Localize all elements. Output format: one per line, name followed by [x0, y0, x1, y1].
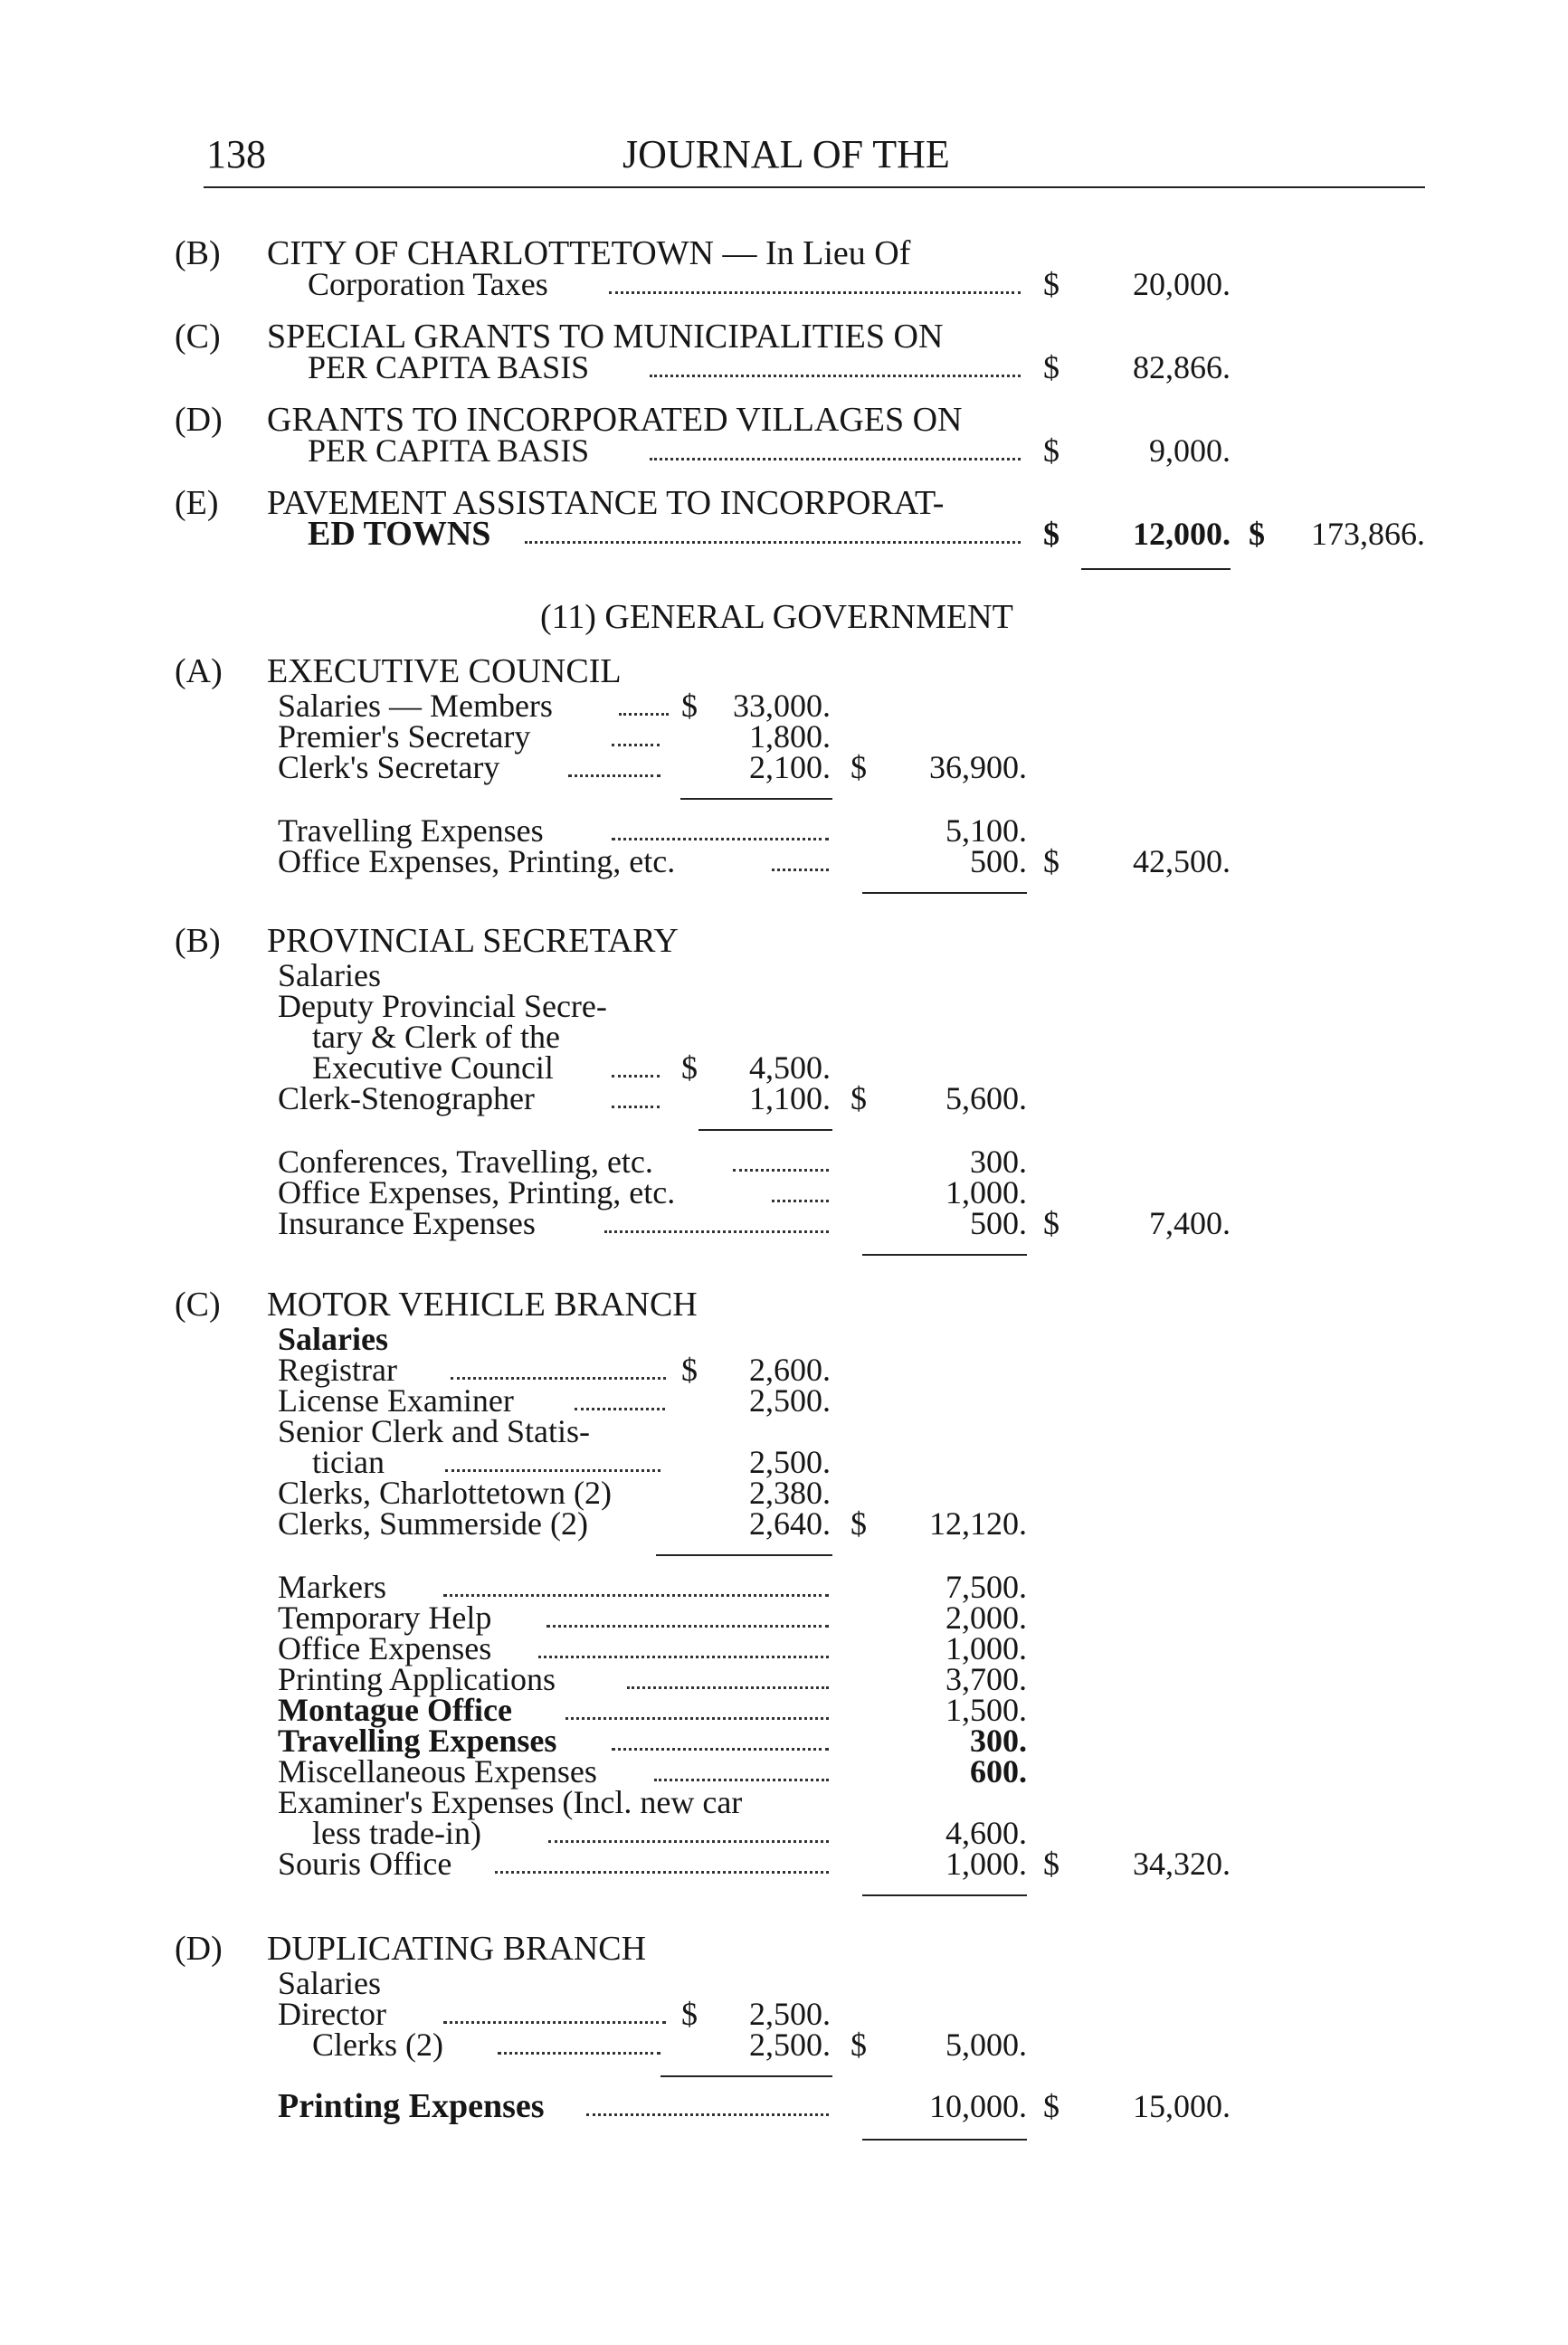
dot-leader: [604, 1230, 829, 1233]
dot-leader: [609, 291, 1021, 294]
header-rule: [204, 186, 1425, 188]
dollar-sign: $: [1043, 266, 1060, 302]
expense-amount: 7,500.: [946, 1569, 1027, 1605]
grand-total: 173,866.: [1311, 516, 1425, 552]
dot-leader: [612, 838, 829, 840]
total-rule: [862, 1894, 1027, 1896]
section-total: 42,500.: [1133, 843, 1231, 879]
expense-amount: 5,100.: [946, 812, 1027, 849]
line-label: Insurance Expenses: [278, 1205, 536, 1241]
line-label: Montague Office: [278, 1692, 512, 1728]
line-label: Senior Clerk and Statis-: [278, 1413, 590, 1449]
dot-leader: [627, 1686, 829, 1689]
item-title: CITY OF CHARLOTTETOWN — In Lieu Of: [267, 234, 911, 272]
subtotal: 12,120.: [929, 1505, 1027, 1542]
dot-leader: [612, 1748, 829, 1751]
dot-leader: [443, 1594, 829, 1597]
section-total: 7,400.: [1149, 1205, 1231, 1241]
line-label-cont: less trade-in): [312, 1815, 481, 1851]
item-letter: (B): [175, 234, 221, 272]
dot-leader: [772, 1200, 829, 1202]
expense-amount: 600.: [970, 1753, 1027, 1790]
dot-leader: [548, 1840, 829, 1843]
line-label: Conferences, Travelling, etc.: [278, 1144, 653, 1180]
dot-leader: [575, 1408, 665, 1410]
dot-leader: [525, 541, 1021, 544]
salary-amount: 33,000.: [733, 688, 831, 724]
line-label: Deputy Provincial Secre-: [278, 988, 607, 1024]
item-letter: (D): [175, 401, 223, 439]
total-rule: [1081, 568, 1231, 570]
expense-amount: 4,600.: [946, 1815, 1027, 1851]
total-rule: [862, 892, 1027, 894]
amount: 20,000.: [1133, 266, 1231, 302]
dot-leader: [612, 744, 660, 746]
dollar-sign: $: [1043, 1846, 1060, 1882]
salary-amount: 2,500.: [749, 1382, 831, 1419]
salary-amount: 2,500.: [749, 1996, 831, 2032]
subtotal: 36,900.: [929, 749, 1027, 785]
dot-leader: [538, 1656, 829, 1658]
item-title-cont: PER CAPITA BASIS: [308, 349, 590, 385]
section-letter: (A): [175, 652, 223, 690]
subtotal-rule: [698, 1129, 832, 1131]
dot-leader: [445, 1469, 660, 1472]
line-label: Office Expenses, Printing, etc.: [278, 1174, 676, 1210]
line-label: License Examiner: [278, 1382, 514, 1419]
dot-leader: [443, 2021, 666, 2024]
line-label: Examiner's Expenses (Incl. new car: [278, 1784, 743, 1820]
subtotal-rule: [656, 1554, 832, 1556]
dot-leader: [451, 1377, 666, 1380]
line-label: Office Expenses, Printing, etc.: [278, 843, 676, 879]
salary-amount: 4,500.: [749, 1049, 831, 1086]
line-label: Souris Office: [278, 1846, 452, 1882]
dollar-sign: $: [851, 749, 867, 785]
salary-amount: 2,500.: [749, 1444, 831, 1480]
dollar-sign: $: [1043, 349, 1060, 385]
line-label: Salaries — Members: [278, 688, 553, 724]
dot-leader: [546, 1625, 829, 1628]
line-label: Travelling Expenses: [278, 812, 544, 849]
line-label: Markers: [278, 1569, 386, 1605]
expense-amount: 1,000.: [946, 1846, 1027, 1882]
dollar-sign: $: [681, 688, 698, 724]
line-label: Clerks, Summerside (2): [278, 1505, 588, 1542]
total-dollar-sign: $: [1249, 516, 1265, 552]
subtotal: 5,000.: [946, 2027, 1027, 2063]
total-rule: [862, 2139, 1027, 2141]
dollar-sign: $: [851, 2027, 867, 2063]
total-rule: [862, 1254, 1027, 1256]
salaries-label: Salaries: [278, 1321, 388, 1357]
line-label: Miscellaneous Expenses: [278, 1753, 597, 1790]
salary-amount: 1,800.: [749, 718, 831, 755]
dollar-sign: $: [681, 1049, 698, 1086]
expense-amount: 300.: [970, 1723, 1027, 1759]
running-title: JOURNAL OF THE: [622, 132, 950, 176]
item-title-cont: Corporation Taxes: [308, 266, 548, 302]
dollar-sign: $: [681, 1996, 698, 2032]
amount: 82,866.: [1133, 349, 1231, 385]
expense-amount: 300.: [970, 1144, 1027, 1180]
salary-amount: 1,100.: [749, 1080, 831, 1116]
section-letter: (C): [175, 1286, 221, 1324]
expense-amount: 1,000.: [946, 1174, 1027, 1210]
dot-leader: [586, 2113, 829, 2116]
salaries-label: Salaries: [278, 957, 381, 993]
section-title: (11) GENERAL GOVERNMENT: [540, 598, 1013, 636]
page-number: 138: [206, 132, 266, 176]
item-title-cont: ED TOWNS: [308, 515, 491, 553]
dollar-sign: $: [1043, 432, 1060, 469]
dot-leader: [733, 1169, 829, 1172]
salary-amount: 2,640.: [749, 1505, 831, 1542]
line-label-cont: tary & Clerk of the: [312, 1019, 560, 1055]
dollar-sign: $: [851, 1505, 867, 1542]
section-total: 34,320.: [1133, 1846, 1231, 1882]
subtotal: 5,600.: [946, 1080, 1027, 1116]
item-title: GRANTS TO INCORPORATED VILLAGES ON: [267, 401, 963, 439]
dot-leader: [772, 869, 829, 871]
item-letter: (E): [175, 484, 219, 522]
dollar-sign: $: [1043, 2088, 1060, 2124]
dot-leader: [650, 375, 1021, 377]
line-label: Clerk's Secretary: [278, 749, 500, 785]
subtotal-rule: [680, 798, 832, 800]
line-label: Temporary Help: [278, 1600, 492, 1636]
dot-leader: [612, 1075, 660, 1078]
dot-leader: [619, 713, 669, 716]
line-label: Clerks, Charlottetown (2): [278, 1475, 612, 1511]
line-label: Office Expenses: [278, 1630, 492, 1666]
section-heading: EXECUTIVE COUNCIL: [267, 652, 622, 690]
section-letter: (D): [175, 1930, 223, 1968]
line-label: Clerks (2): [312, 2027, 443, 2063]
amount: 9,000.: [1149, 432, 1231, 469]
dot-leader: [498, 2052, 660, 2055]
expense-amount: 3,700.: [946, 1661, 1027, 1697]
dollar-sign: $: [1043, 1205, 1060, 1241]
amount: 12,000.: [1133, 516, 1231, 552]
salary-amount: 2,380.: [749, 1475, 831, 1511]
salaries-label: Salaries: [278, 1965, 381, 2001]
expense-amount: 10,000.: [929, 2088, 1027, 2124]
expense-amount: 2,000.: [946, 1600, 1027, 1636]
expense-amount: 500.: [970, 843, 1027, 879]
dot-leader: [650, 458, 1021, 460]
section-heading: PROVINCIAL SECRETARY: [267, 922, 679, 960]
section-total: 15,000.: [1133, 2088, 1231, 2124]
item-letter: (C): [175, 318, 221, 356]
line-label: Clerk-Stenographer: [278, 1080, 535, 1116]
line-label: Director: [278, 1996, 386, 2032]
line-label: Registrar: [278, 1352, 397, 1388]
salary-amount: 2,600.: [749, 1352, 831, 1388]
dot-leader: [495, 1871, 829, 1874]
subtotal-rule: [660, 2075, 832, 2077]
salary-amount: 2,100.: [749, 749, 831, 785]
line-label: Printing Applications: [278, 1661, 556, 1697]
salary-amount: 2,500.: [749, 2027, 831, 2063]
line-label-cont: Executive Council: [312, 1049, 554, 1086]
dollar-sign: $: [851, 1080, 867, 1116]
dollar-sign: $: [681, 1352, 698, 1388]
expense-amount: 1,500.: [946, 1692, 1027, 1728]
section-letter: (B): [175, 922, 221, 960]
dot-leader: [654, 1779, 829, 1781]
item-title: SPECIAL GRANTS TO MUNICIPALITIES ON: [267, 318, 944, 356]
line-label: Travelling Expenses: [278, 1723, 557, 1759]
dollar-sign: $: [1043, 843, 1060, 879]
section-heading: DUPLICATING BRANCH: [267, 1930, 647, 1968]
dollar-sign: $: [1043, 516, 1060, 552]
expense-amount: 500.: [970, 1205, 1027, 1241]
dot-leader: [565, 1717, 829, 1720]
line-label: Printing Expenses: [278, 2087, 545, 2125]
dot-leader: [612, 1106, 660, 1108]
dot-leader: [568, 774, 660, 777]
expense-amount: 1,000.: [946, 1630, 1027, 1666]
line-label: Premier's Secretary: [278, 718, 531, 755]
line-label-cont: tician: [312, 1444, 385, 1480]
item-title-cont: PER CAPITA BASIS: [308, 432, 590, 469]
section-heading: MOTOR VEHICLE BRANCH: [267, 1286, 698, 1324]
item-title: PAVEMENT ASSISTANCE TO INCORPORAT-: [267, 484, 945, 522]
